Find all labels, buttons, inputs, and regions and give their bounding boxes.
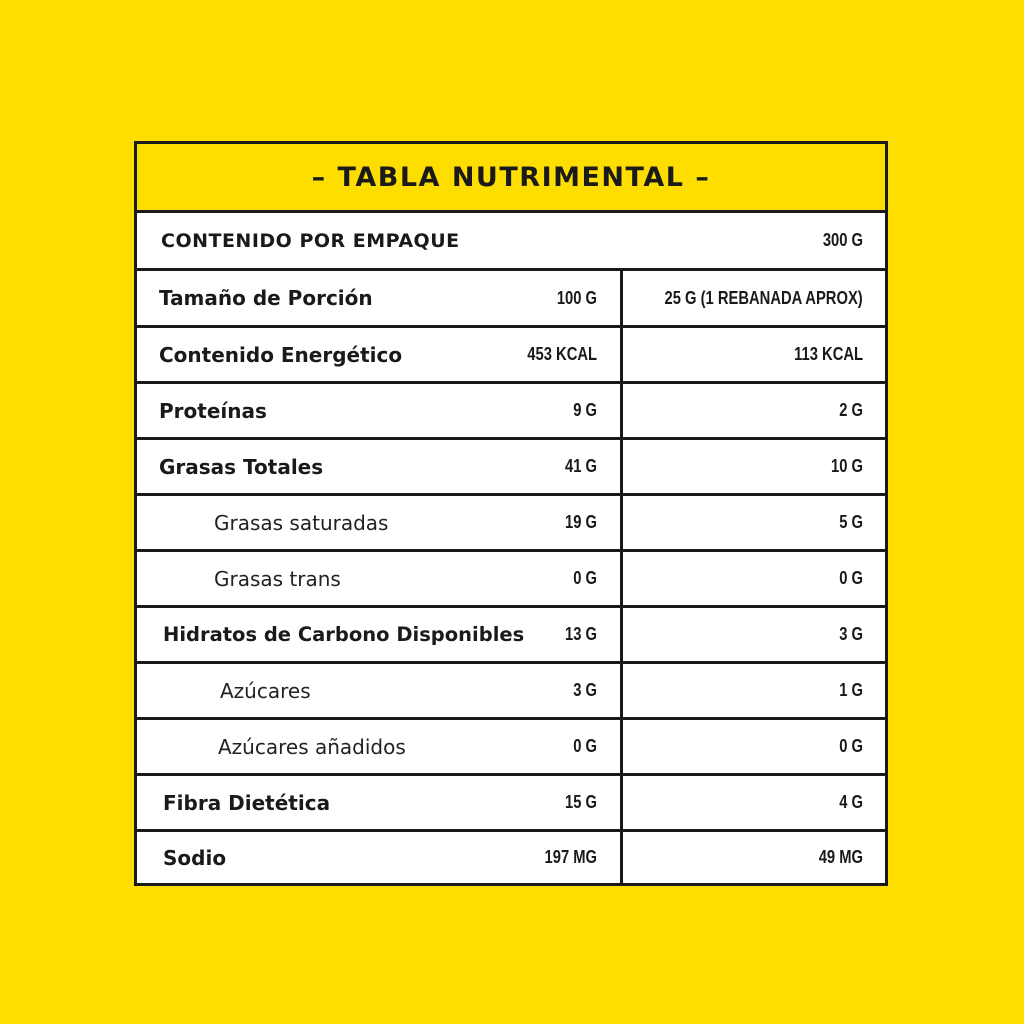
table-row <box>137 552 885 608</box>
nutrition-table <box>134 141 888 886</box>
row-label: Grasas Totales <box>159 454 324 479</box>
table-row <box>137 496 885 552</box>
row-value-100g: 41 G <box>564 456 597 476</box>
row-label: Hidratos de Carbono Disponibles <box>163 623 525 646</box>
row-value-portion: 49 MG <box>818 847 863 867</box>
table-row <box>137 720 885 776</box>
table-row <box>137 328 885 384</box>
row-label: Azúcares añadidos <box>218 734 406 759</box>
column-divider <box>620 271 623 883</box>
row-label: Proteínas <box>159 398 267 423</box>
row-value-portion: 2 G <box>839 400 863 420</box>
table-row <box>137 664 885 720</box>
table-row <box>137 832 885 883</box>
row-value-100g: 197 MG <box>544 847 597 867</box>
table-row <box>137 776 885 832</box>
package-content-row <box>137 213 885 271</box>
row-value-portion: 1 G <box>839 680 863 700</box>
table-row <box>137 271 885 328</box>
row-value-portion: 0 G <box>839 568 863 588</box>
row-value-portion: 0 G <box>839 736 863 756</box>
row-value-100g: 0 G <box>573 736 597 756</box>
table-row <box>137 440 885 496</box>
row-value-100g: 453 KCAL <box>527 344 597 364</box>
row-label: Grasas saturadas <box>214 510 389 535</box>
table-row <box>137 384 885 440</box>
package-content-label: CONTENIDO POR EMPAQUE <box>161 229 460 252</box>
row-value-portion: 5 G <box>839 512 863 532</box>
table-title: – TABLA NUTRIMENTAL – <box>137 144 885 213</box>
row-value-100g: 0 G <box>573 568 597 588</box>
row-value-portion: 25 G (1 REBANADA APROX) <box>664 287 863 308</box>
row-value-100g: 100 G <box>556 287 597 308</box>
row-value-100g: 3 G <box>573 680 597 700</box>
row-value-portion: 113 KCAL <box>794 344 863 364</box>
row-label: Azúcares <box>220 678 311 703</box>
package-content-value: 300 G <box>822 230 863 250</box>
row-value-100g: 13 G <box>564 624 597 644</box>
row-label: Sodio <box>163 845 227 870</box>
row-value-100g: 9 G <box>573 400 597 420</box>
row-value-100g: 19 G <box>564 512 597 532</box>
table-row <box>137 608 885 664</box>
row-label: Tamaño de Porción <box>159 286 373 310</box>
row-value-portion: 3 G <box>839 624 863 644</box>
row-label: Contenido Energético <box>159 342 403 367</box>
row-value-portion: 10 G <box>830 456 863 476</box>
row-value-portion: 4 G <box>839 792 863 812</box>
row-label: Fibra Dietética <box>163 790 331 815</box>
row-label: Grasas trans <box>214 566 341 591</box>
row-value-100g: 15 G <box>564 792 597 812</box>
